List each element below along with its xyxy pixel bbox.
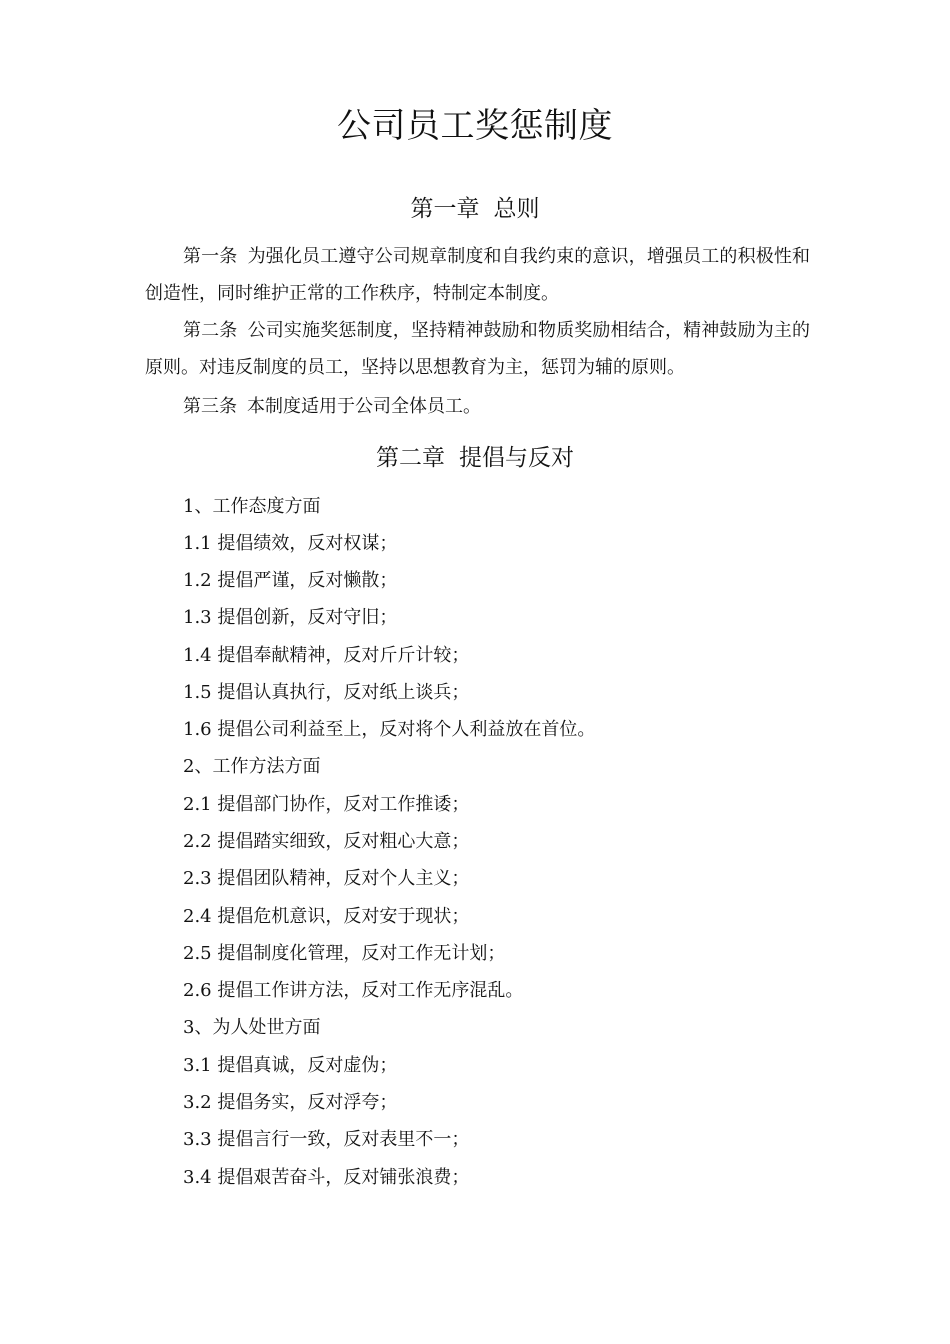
list-item: 1、工作态度方面	[183, 496, 321, 517]
chapter-2-name: 提倡与反对	[459, 445, 574, 471]
list-item: 3.2 提倡务实，反对浮夸；	[183, 1092, 398, 1113]
article-3	[145, 388, 810, 425]
list-item: 1.1 提倡绩效，反对权谋；	[183, 533, 398, 554]
article-3-text: 本制度适用于公司全体员工。	[247, 396, 481, 417]
list-item: 2.5 提倡制度化管理，反对工作无计划；	[183, 943, 506, 964]
list-item: 2.4 提倡危机意识，反对安于现状；	[183, 906, 470, 927]
chapter-1-heading	[0, 192, 950, 226]
chapter-2-heading	[0, 441, 950, 475]
list-item: 2.2 提倡踏实细致，反对粗心大意；	[183, 831, 470, 852]
list-item: 3.1 提倡真诚，反对虚伪；	[183, 1055, 398, 1076]
article-3-label: 第三条	[183, 396, 237, 417]
list-item: 3.4 提倡艰苦奋斗，反对铺张浪费；	[183, 1167, 470, 1188]
list-item: 1.2 提倡严谨，反对懒散；	[183, 570, 398, 591]
chapter-1-number: 第一章	[410, 196, 480, 222]
list-item: 2.1 提倡部门协作，反对工作推诿；	[183, 794, 470, 815]
list-item: 3.3 提倡言行一致，反对表里不一；	[183, 1129, 470, 1150]
list-item: 2、工作方法方面	[183, 756, 321, 777]
document-title: 公司员工奖惩制度	[337, 106, 613, 146]
list-item: 1.6 提倡公司利益至上，反对将个人利益放在首位。	[183, 719, 596, 740]
article-2-text: 公司实施奖惩制度，坚持精神鼓励和物质奖励相结合，精神鼓励为主的原则。对违反制度的员工，坚持以思想教育为主，惩罚为辅的原则。	[145, 320, 811, 378]
list-item: 3、为人处世方面	[183, 1017, 321, 1038]
chapter-2-number: 第二章	[376, 445, 445, 471]
list-item: 1.4 提倡奉献精神，反对斤斤计较；	[183, 645, 470, 666]
article-1-text: 为强化员工遵守公司规章制度和自我约束的意识，增强员工的积极性和创造性，同时维护正常的工作秩序，特制定本制度。	[145, 246, 811, 304]
list-item: 1.5 提倡认真执行，反对纸上谈兵；	[183, 682, 470, 703]
article-1	[145, 238, 810, 312]
article-2-label: 第二条	[183, 320, 238, 341]
list-item: 2.3 提倡团队精神，反对个人主义；	[183, 868, 470, 889]
list-item: 2.6 提倡工作讲方法，反对工作无序混乱。	[183, 980, 524, 1001]
article-1-label: 第一条	[183, 246, 238, 267]
chapter-1-name: 总则	[493, 196, 540, 222]
list-item: 1.3 提倡创新，反对守旧；	[183, 607, 398, 628]
article-2	[145, 312, 810, 386]
